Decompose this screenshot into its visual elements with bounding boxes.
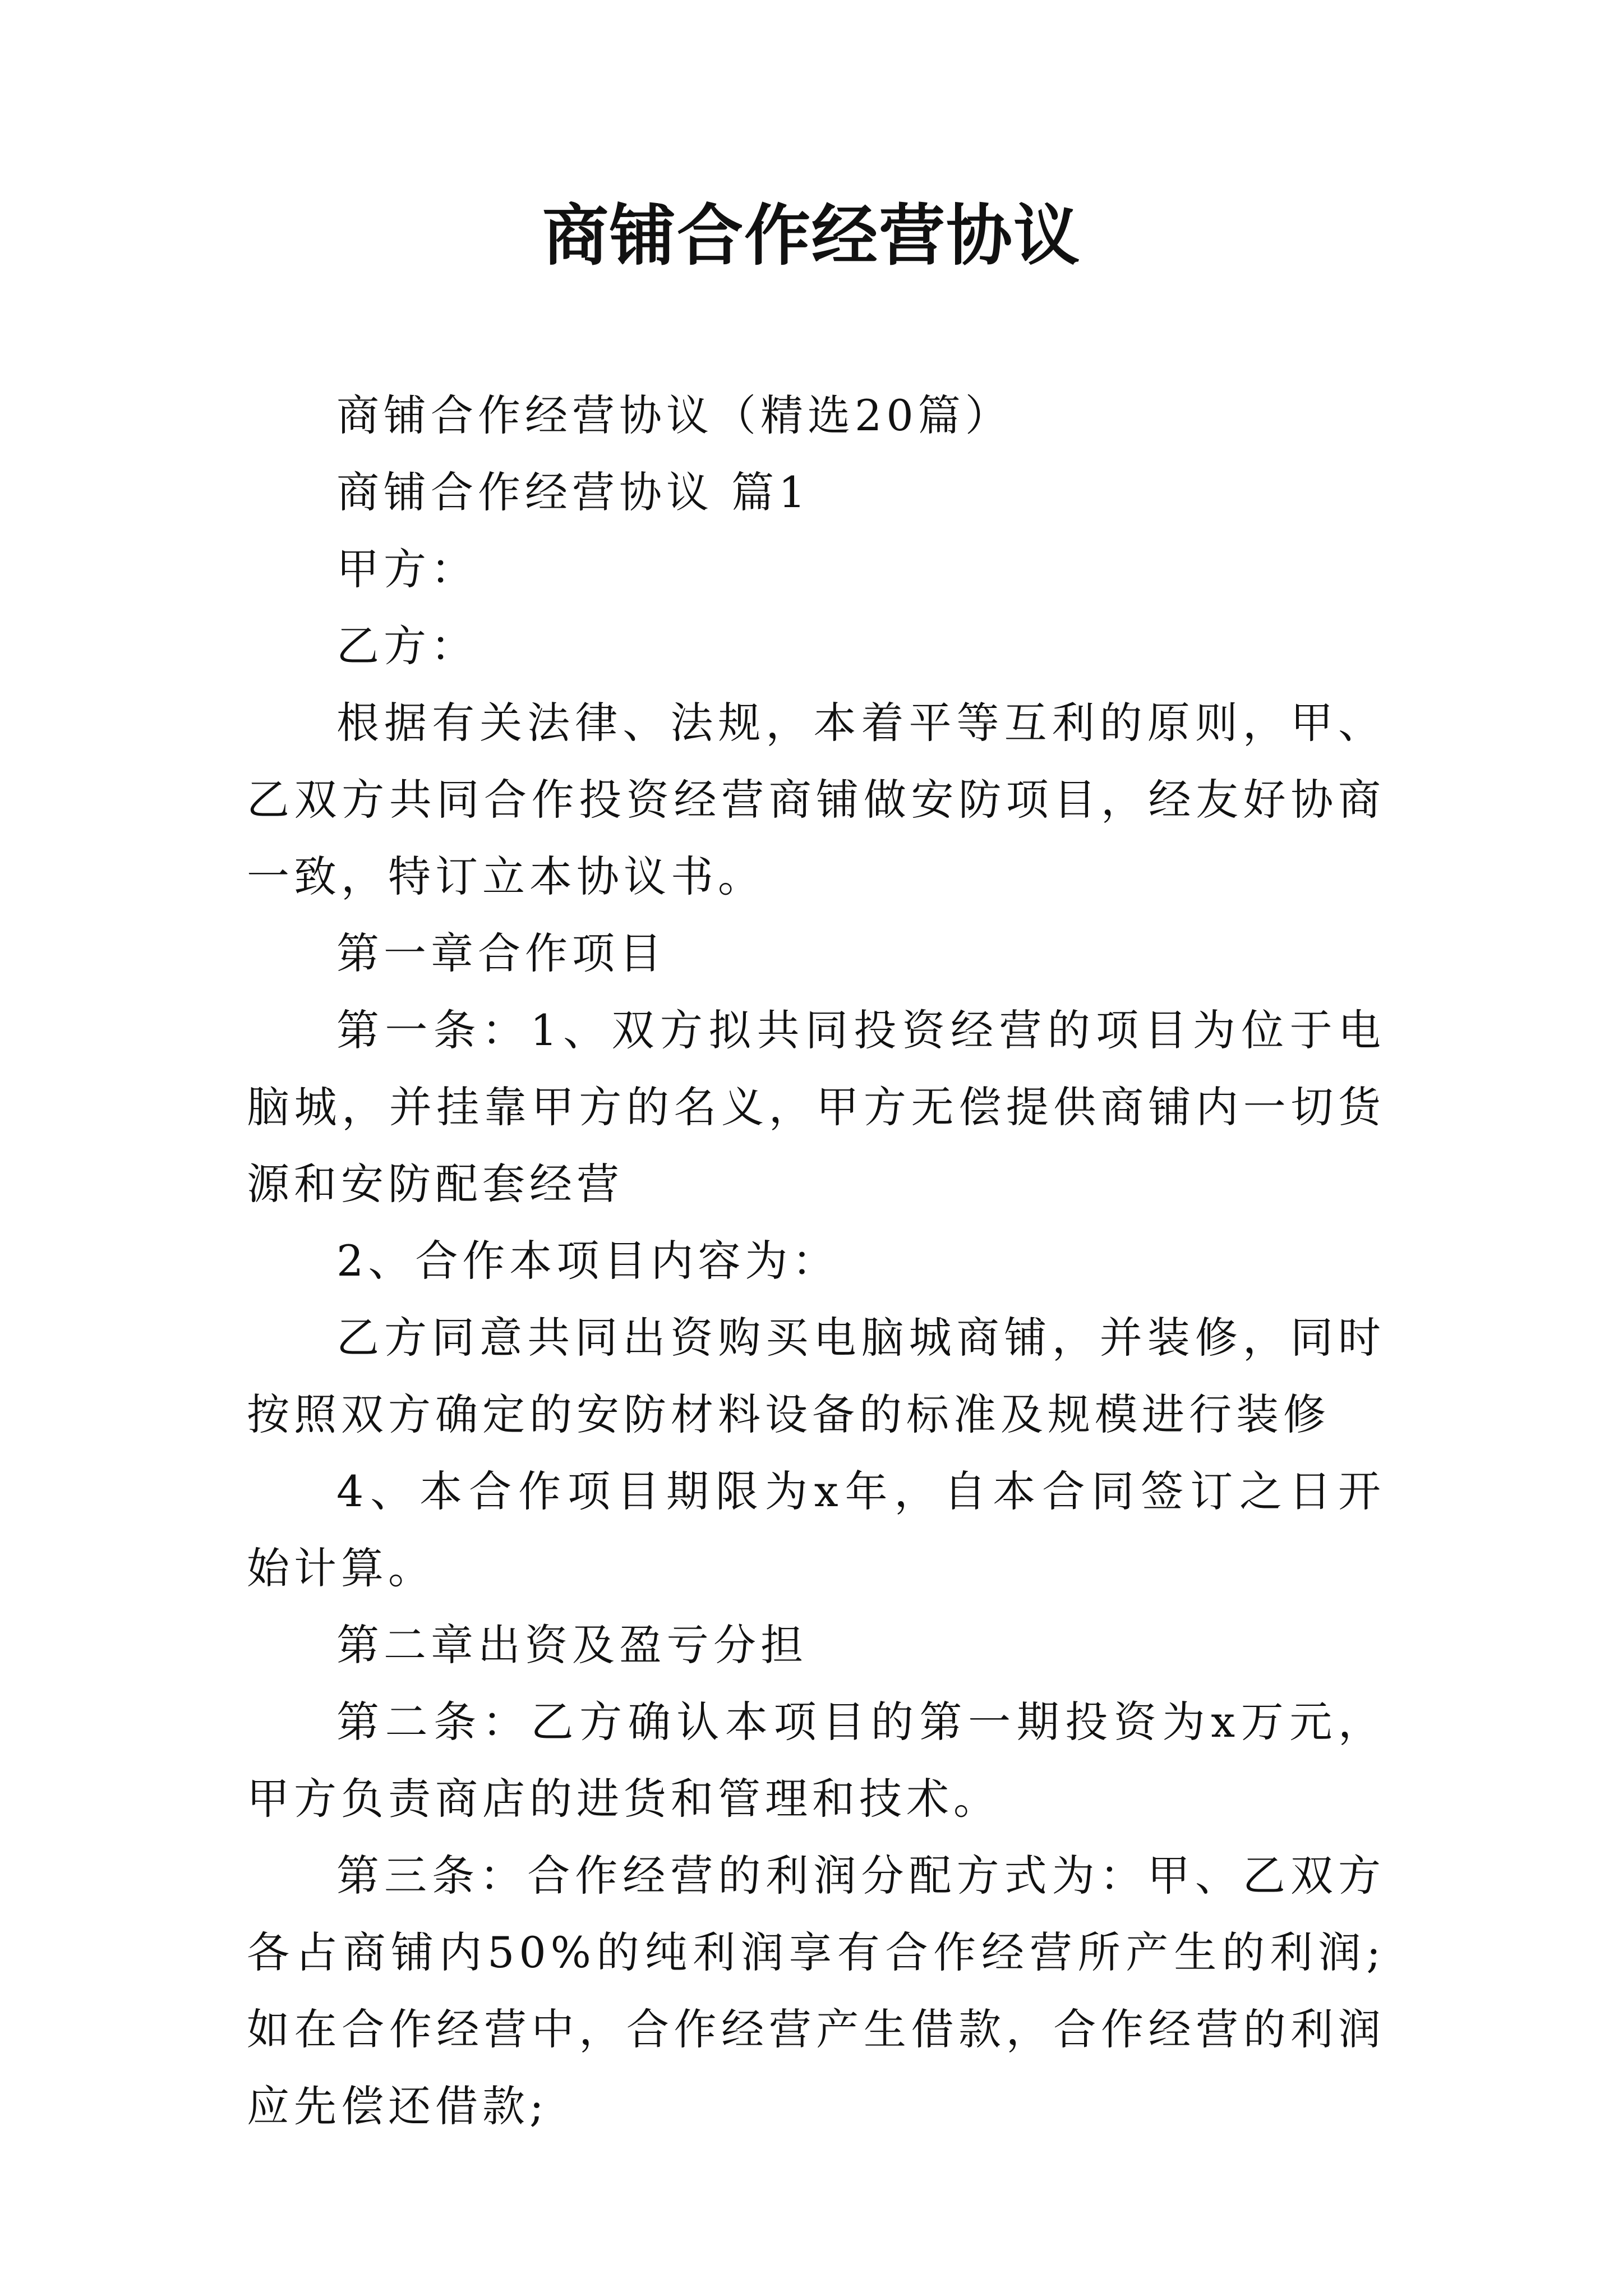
paragraph-chapter-2: 第二章出资及盈亏分担 [336,1620,808,1670]
paragraph-party-a: 甲方： [336,544,478,594]
paragraph-clause-1-2: 2、合作本项目内容为： [336,1236,840,1286]
paragraph-preamble: 根据有关法律、法规，本着平等互利的原则，甲、乙双方共同合作投资经营商铺做安防项目，经友好协商一致，特订立本协议书。 [247,698,1385,901]
paragraph-subtitle: 商铺合作经营协议（精选20篇） [336,390,1012,440]
paragraph-article-heading: 商铺合作经营协议 篇1 [336,467,810,517]
paragraph-clause-3: 第三条：合作经营的利润分配方式为：甲、乙双方各占商铺内50%的纯利润享有合作经营所产生的利润;如在合作经营中，合作经营产生借款，合作经营的利润应先偿还借款; [247,1851,1385,2131]
paragraph-clause-1: 第一条：1、双方拟共同投资经营的项目为位于电脑城，并挂靠甲方的名义，甲方无偿提供商铺内一切货源和安防配套经营 [247,1005,1385,1209]
paragraph-clause-1-4: 4、本合作项目期限为x年，自本合同签订之日开始计算。 [247,1466,1385,1593]
document-title: 商铺合作经营协议 [542,196,1081,274]
paragraph-party-b: 乙方： [336,621,478,671]
document-body [247,377,1385,2145]
paragraph-chapter-1: 第一章合作项目 [336,928,666,978]
paragraph-clause-2: 第二条：乙方确认本项目的第一期投资为x万元，甲方负责商店的进货和管理和技术。 [247,1697,1385,1824]
paragraph-clause-1-2-detail: 乙方同意共同出资购买电脑城商铺，并装修，同时按照双方确定的安防材料设备的标准及规模进行装修 [247,1313,1385,1439]
